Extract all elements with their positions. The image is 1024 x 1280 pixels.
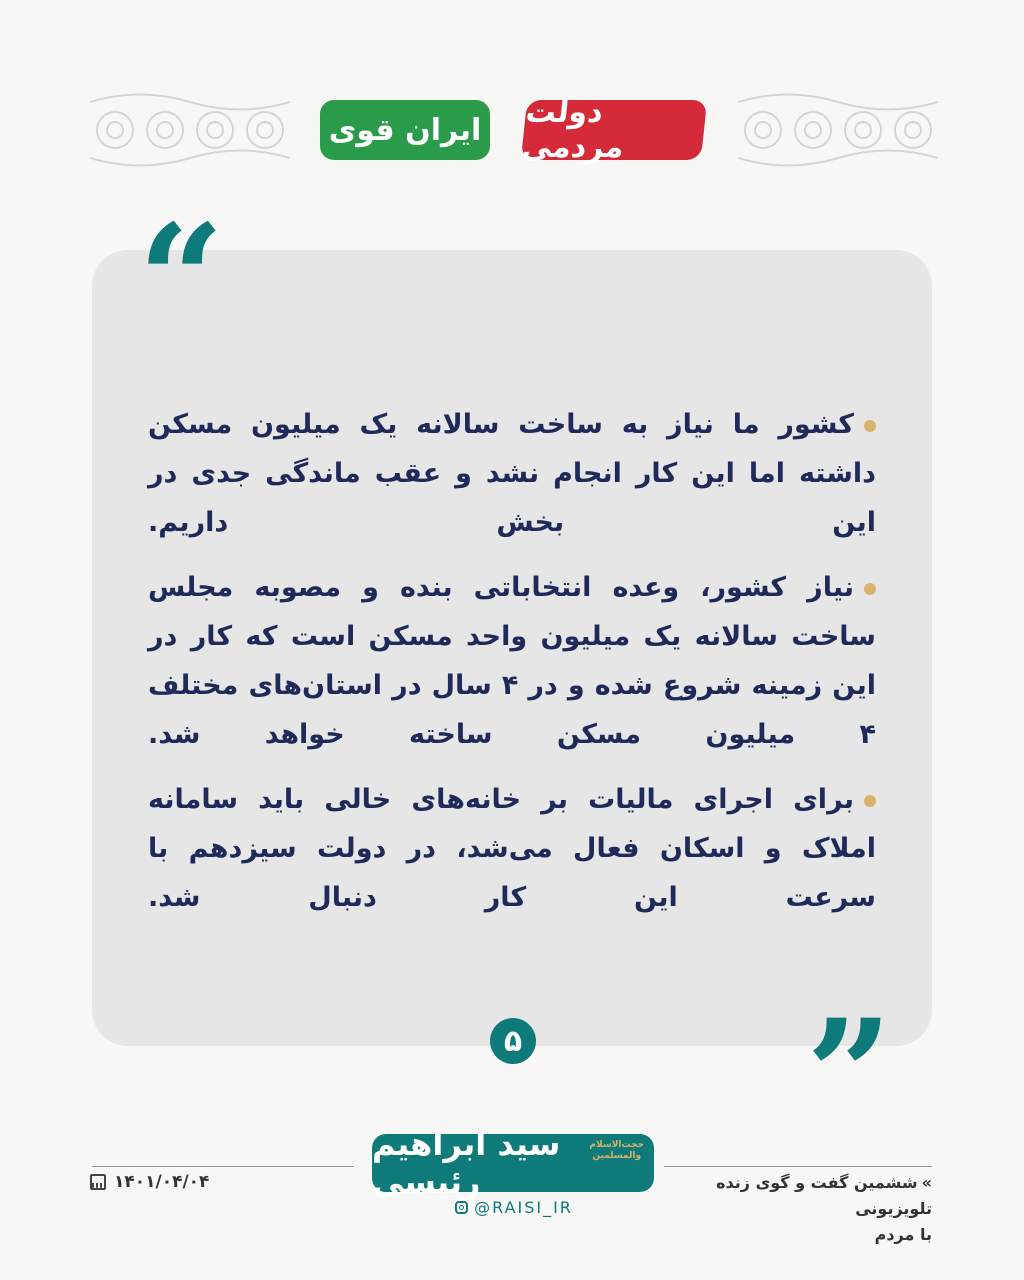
logo-iran-ghavi: ایران قوی [320, 100, 490, 160]
instagram-icon [455, 1201, 468, 1214]
page-number: ۵ [490, 1018, 536, 1064]
paragraph-2: نیاز کشور، وعده انتخاباتی بنده و مصوبه مجلس ساخت سالانه یک میلیون واحد مسکن است که کار در این زمینه شروع شده و در ۴ سال در استان‌های مختلف ۴ میلیون مسکن ساخته خواهد شد. [148, 572, 876, 750]
bullet-icon [864, 583, 876, 595]
emblem-honorific: حجت‌الاسلام والمسلمین [589, 1140, 644, 1161]
bullet-icon [864, 795, 876, 807]
chevron-double-icon: » [921, 1173, 932, 1192]
arabesque-pattern-left [90, 92, 290, 168]
arabesque-pattern-right [738, 92, 938, 168]
footer-divider-left [92, 1166, 354, 1167]
calendar-icon [90, 1174, 106, 1190]
footer-divider-right [664, 1166, 932, 1167]
close-quote-icon: ” [806, 987, 893, 1163]
instagram-handle[interactable]: @RAISI_IR [434, 1198, 594, 1217]
quote-content [148, 400, 876, 938]
paragraph-1: کشور ما نیاز به ساخت سالانه یک میلیون مسکن داشته اما این کار انجام نشد و عقب ماندگی جدی در این بخش داریم. [148, 409, 876, 538]
date-stamp: ۱۴۰۱/۰۴/۰۴ [90, 1172, 209, 1192]
raisi-emblem: سید ابراهیم رئیسی حجت‌الاسلام والمسلمین [372, 1134, 654, 1192]
source-caption: »ششمین گفت و گوی زنده تلویزیونی با مردم [716, 1173, 932, 1244]
logo-dolat-mardomi: دولت مردمی [521, 100, 707, 160]
bullet-icon [864, 420, 876, 432]
open-quote-icon: “ [138, 192, 225, 368]
paragraph-3: برای اجرای مالیات بر خانه‌های خالی باید سامانه املاک و اسکان فعال می‌شد، در دولت سیزدهم با سرعت این کار دنبال شد. [148, 784, 876, 913]
